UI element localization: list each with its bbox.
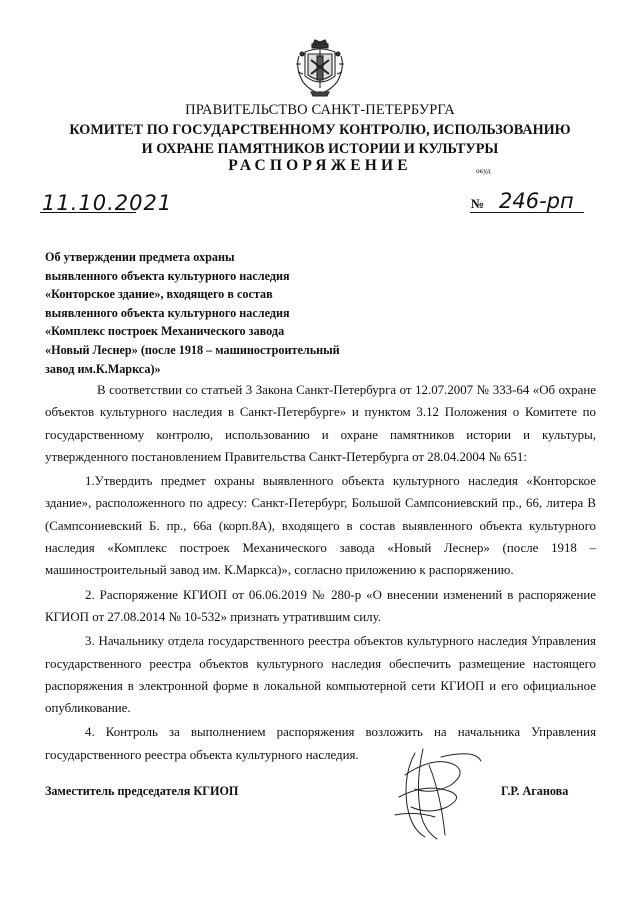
handwritten-signature-icon [385, 745, 485, 843]
committee-line-2: И ОХРАНЕ ПАМЯТНИКОВ ИСТОРИИ И КУЛЬТУРЫ [141, 141, 499, 157]
order-number: 246-рп [499, 189, 574, 213]
okud-label: окуд [476, 166, 491, 175]
committee-line-1: КОМИТЕТ ПО ГОСУДАРСТВЕННОМУ КОНТРОЛЮ, ИСПОЛЬЗОВАНИЮ [69, 122, 571, 138]
document-type: РАСПОРЯЖЕНИЕ [228, 157, 412, 174]
signer-name: Г.Р. Аганова [501, 784, 569, 798]
government-title: ПРАВИТЕЛЬСТВО САНКТ-ПЕТЕРБУРГА [185, 102, 455, 118]
subject-line: «Комплекс построек Механического завода [45, 324, 285, 339]
subject-line: выявленного объекта культурного наследия [45, 268, 290, 283]
subject-line: «Конторское здание», входящего в состав [45, 287, 273, 302]
committee-name [0, 121, 640, 159]
order-item-1: 1.Утвердить предмет охраны выявленного объекта культурного наследия «Конторское здание», расположенного по адресу: Санкт-Петербург, Большой Сампсониевский пр., 66, литера В (Сампсониевский Б. пр., 66а (корп.8А), входящего в состав выявленного объекта культурного наследия «Комплекс построек Механического завода «Новый Леснер» (после 1918 – машиностроительный завод им. К.Маркса)», согласно приложению к распоряжению. [45, 474, 596, 578]
number-sign: № [471, 196, 485, 211]
order-item-2: 2. Распоряжение КГИОП от 06.06.2019 № 280-р «О внесении изменений в распоряжение КГИОП от 27.08.2014 № 10-532» признать утратившим силу. [45, 587, 596, 624]
order-item-4: 4. Контроль за выполнением распоряжения возложить на начальника Управления государственного реестра объекта культурного наследия. [45, 725, 596, 762]
order-subject [45, 248, 340, 378]
subject-line: Об утверждении предмета охраны [45, 250, 235, 264]
order-date: 11.10.2021 [42, 191, 173, 215]
number-underline [470, 212, 584, 213]
preamble-paragraph: В соответствии со статьей 3 Закона Санкт-Петербурга от 12.07.2007 № 333-64 «Об охране объектов культурного наследия в Санкт-Петербурге» и пунктом 3.12 Положения о Комитете по государственному контролю, использованию и охране памятников истории и культуры, утвержденного постановлением Правительства Санкт-Петербурга от 28.04.2004 № 651: [45, 383, 596, 464]
order-item-3: 3. Начальнику отдела государственного реестра объектов культурного наследия Управления государственного реестра объектов культурного наследия обеспечить размещение настоящего распоряжения в электронной форме в локальной компьютерной сети КГИОП и его официальное опубликование. [45, 634, 596, 716]
date-underline [40, 212, 136, 213]
subject-line: завод им.К.Маркса)» [45, 361, 161, 376]
signer-position: Заместитель председателя КГИОП [45, 784, 239, 798]
order-body [45, 379, 596, 766]
subject-line: «Новый Леснер» (после 1918 – машиностроительный [45, 342, 340, 357]
coat-of-arms-icon [293, 38, 347, 98]
subject-line: выявленного объекта культурного наследия [45, 305, 290, 320]
